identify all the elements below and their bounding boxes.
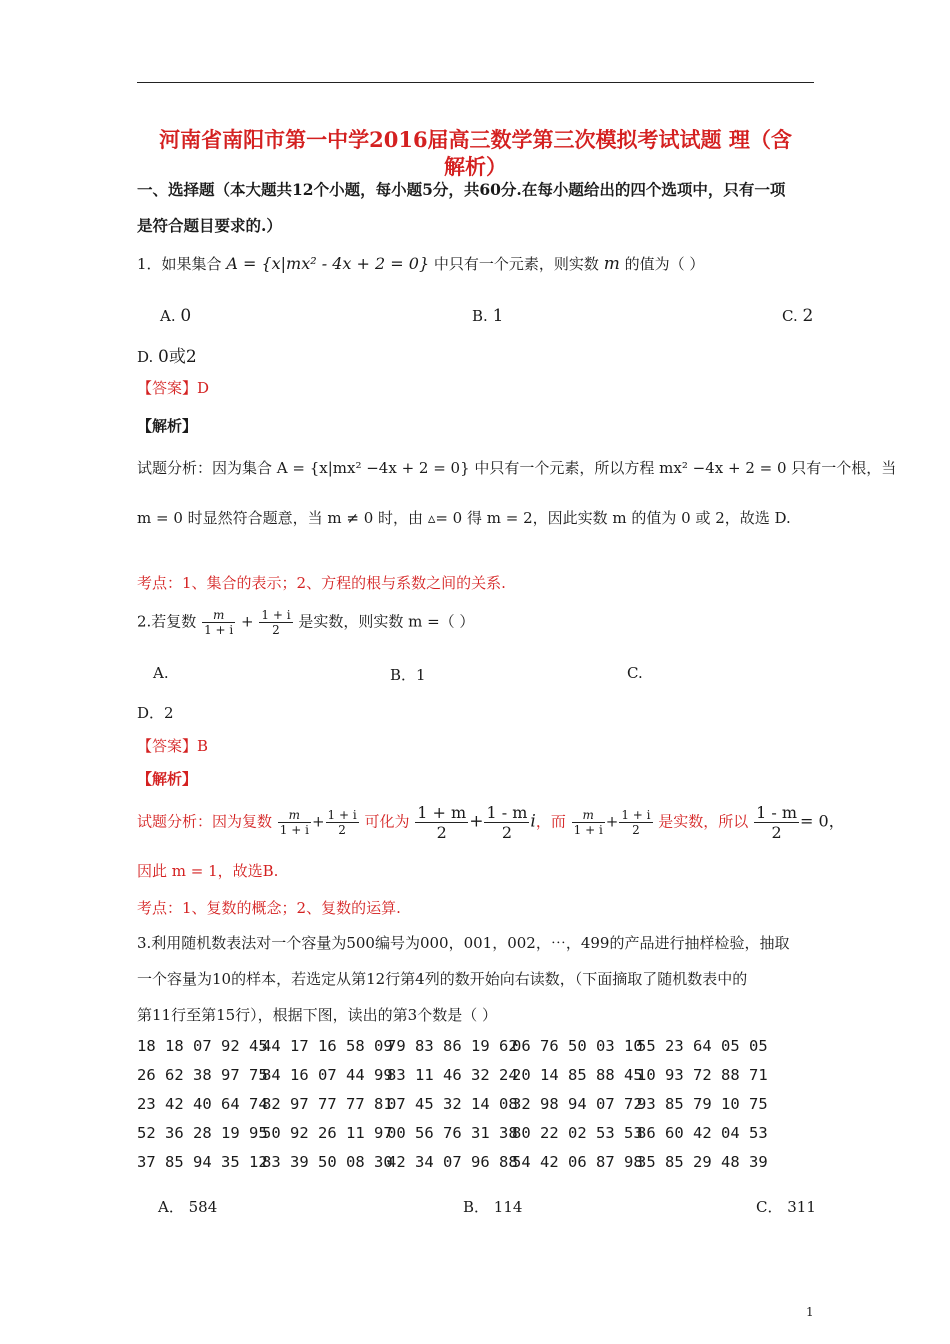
q1-option-b-label: B. (472, 307, 488, 325)
table-cell: 82 97 77 77 81 (262, 1095, 393, 1113)
table-cell: 79 83 86 19 62 (387, 1037, 518, 1055)
q1-option-c-value: 2 (802, 306, 814, 326)
q1-var: m (603, 254, 620, 274)
q2-an-prefix: 试题分析：因为复数 (137, 812, 273, 831)
table-row (137, 1148, 768, 1177)
table-cell: 00 56 76 31 38 (387, 1124, 518, 1142)
q1-kaodian: 考点：1、集合的表示；2、方程的根与系数之间的关系. (137, 574, 506, 592)
table-cell: 55 23 64 05 05 (637, 1037, 768, 1055)
table-cell: 83 39 50 08 30 (262, 1153, 393, 1171)
q1-analysis-label: 【解析】 (137, 417, 198, 435)
q2-an-fraction-1 (278, 808, 311, 837)
q1-set-expr: A = {x|mx² - 4x + 2 = 0} (226, 254, 430, 273)
q2-plus: + (241, 612, 254, 631)
q1-option-c[interactable] (782, 306, 813, 326)
table-cell: 84 16 07 44 99 (262, 1066, 393, 1084)
q1-stem (137, 253, 704, 274)
q2-fraction-1-den: 1 + i (204, 623, 234, 637)
q3-line1: 3.利用随机数表法对一个容量为500编号为000，001，002，⋯，499的产品进行抽样检验，抽取 (137, 934, 790, 952)
table-row (137, 1090, 768, 1119)
table-cell: 32 98 94 07 72 (512, 1095, 643, 1113)
q1-option-d-label: D. (137, 348, 154, 366)
q2-option-a[interactable]: A. (153, 664, 169, 682)
q1-option-c-label: C. (782, 307, 798, 325)
table-cell: 52 36 28 19 95 (137, 1124, 268, 1142)
q2-an-fraction-7 (754, 803, 799, 842)
table-cell: 10 93 72 88 71 (637, 1066, 768, 1084)
table-cell: 06 76 50 03 10 (512, 1037, 643, 1055)
table-row (137, 1061, 768, 1090)
q2-an-plus-2: + (469, 811, 484, 832)
random-number-table (137, 1032, 768, 1177)
q3-option-a[interactable]: A． 584 (158, 1198, 218, 1216)
q1-answer: 【答案】D (137, 379, 210, 397)
q2-an-eq-zero: = 0， (800, 811, 845, 831)
table-cell: 35 85 29 48 39 (637, 1153, 768, 1171)
q1-analysis-line1: 试题分析：因为集合 A = {x|mx² −4x + 2 = 0} 中只有一个元素，所以方程 mx² −4x + 2 = 0 只有一个根，当 (137, 459, 897, 477)
section-heading-line2: 是符合题目要求的.） (137, 216, 282, 235)
q1-option-a-label: A. (160, 307, 176, 325)
q2-option-c[interactable]: C. (627, 664, 643, 682)
q2-an-fraction-1-den: 1 + i (279, 823, 309, 837)
q2-stem (137, 608, 474, 637)
q2-an-fraction-6-den: 2 (632, 823, 640, 837)
q3-option-c[interactable]: C． 311 (756, 1198, 816, 1216)
table-cell: 42 34 07 96 88 (387, 1153, 518, 1171)
q2-prefix: 2.若复数 (137, 612, 197, 631)
q3-line2: 一个容量为10的样本，若选定从第12行第4列的数开始向右读数，（下面摘取了随机数表中的 (137, 970, 748, 988)
q1-option-d[interactable] (137, 342, 197, 367)
q2-fraction-2 (259, 608, 292, 637)
table-cell: 80 22 02 53 53 (512, 1124, 643, 1142)
section-heading-line1: 一、选择题（本大题共12个小题，每小题5分，共60分.在每小题给出的四个选项中，只有一项 (137, 180, 786, 199)
table-row (137, 1119, 768, 1148)
q2-option-d[interactable]: D．2 (137, 704, 174, 722)
q2-an-plus-1: + (311, 812, 325, 831)
table-cell: 07 45 32 14 08 (387, 1095, 518, 1113)
table-cell: 23 42 40 64 74 (137, 1095, 268, 1113)
q2-an-fraction-6 (619, 808, 652, 837)
page-number: 1 (806, 1305, 814, 1319)
table-cell: 93 85 79 10 75 (637, 1095, 768, 1113)
q2-fraction-2-den: 2 (272, 623, 280, 637)
table-cell: 20 14 85 88 45 (512, 1066, 643, 1084)
q2-analysis-line1 (137, 803, 845, 842)
q2-fraction-1 (202, 608, 235, 637)
q1-tail: 的值为（ ） (624, 255, 705, 273)
q2-an-fraction-3-den: 2 (436, 823, 447, 842)
table-cell: 86 60 42 04 53 (637, 1124, 768, 1142)
q2-option-b[interactable]: B．1 (390, 666, 426, 684)
q2-an-fraction-3 (415, 803, 468, 842)
q2-an-fraction-5-den: 1 + i (573, 823, 603, 837)
q2-fraction-1-num: m (202, 608, 235, 623)
q2-an-fraction-1-num: m (278, 808, 311, 823)
q2-an-fraction-4 (484, 803, 529, 842)
q2-fraction-2-num: 1 + i (261, 608, 291, 622)
q2-an-fraction-4-den: 2 (501, 823, 513, 842)
q2-an-plus-3: + (605, 812, 619, 831)
q3-line3: 第11行至第15行），根据下图，读出的第3个数是（ ） (137, 1006, 497, 1024)
table-cell: 44 17 16 58 09 (262, 1037, 393, 1055)
q1-option-d-value: 0或2 (158, 347, 197, 367)
table-cell: 54 42 06 87 98 (512, 1153, 643, 1171)
q2-an-fraction-5 (572, 808, 605, 837)
q2-an-mid1: 可化为 (364, 812, 410, 831)
q2-an-fraction-2 (326, 808, 359, 837)
q2-an-fraction-6-num: 1 + i (621, 808, 651, 822)
table-cell: 18 18 07 92 45 (137, 1037, 268, 1055)
q2-an-fraction-7-num: 1 - m (756, 803, 798, 822)
q2-an-fraction-4-num: 1 - m (486, 803, 528, 822)
q2-an-fraction-5-num: m (572, 808, 605, 823)
q3-option-b[interactable]: B． 114 (463, 1198, 523, 1216)
q2-analysis-line2: 因此 m = 1，故选B. (137, 862, 279, 880)
q1-suffix: 中只有一个元素，则实数 (433, 255, 599, 273)
page-title-line1: 河南省南阳市第一中学2016届高三数学第三次模拟考试试题 理（含 (159, 127, 792, 152)
q2-an-fraction-3-num: 1 + m (417, 803, 467, 822)
q2-an-fraction-7-den: 2 (771, 823, 782, 842)
q1-analysis-line2: m = 0 时显然符合题意，当 m ≠ 0 时，由 ▵= 0 得 m = 2，因此实数 m 的值为 0 或 2，故选 D. (137, 509, 791, 527)
q2-an-mid3: 是实数，所以 (658, 812, 749, 831)
top-rule (137, 82, 814, 83)
q2-analysis-label: 【解析】 (137, 770, 198, 788)
q1-option-a-value: 0 (180, 306, 192, 326)
q1-option-a[interactable] (160, 306, 191, 326)
table-cell: 83 11 46 32 24 (387, 1066, 518, 1084)
page-title-line2: 解析） (444, 154, 507, 179)
q2-answer: 【答案】B (137, 737, 209, 755)
q1-prefix: 1．如果集合 (137, 255, 222, 273)
q2-an-mid2: ，而 (535, 812, 566, 831)
table-cell: 26 62 38 97 75 (137, 1066, 268, 1084)
q2-an-fraction-2-num: 1 + i (327, 808, 357, 822)
q2-an-fraction-2-den: 2 (338, 823, 346, 837)
table-cell: 50 92 26 11 97 (262, 1124, 393, 1142)
q1-option-b[interactable] (472, 306, 503, 326)
q1-option-b-value: 1 (492, 306, 504, 326)
table-cell: 37 85 94 35 12 (137, 1153, 268, 1171)
table-row (137, 1032, 768, 1061)
q2-an-i-unit: i (530, 811, 536, 832)
q2-kaodian: 考点：1、复数的概念；2、复数的运算. (137, 899, 401, 917)
q2-suffix: 是实数，则实数 m =（ ） (298, 612, 475, 631)
